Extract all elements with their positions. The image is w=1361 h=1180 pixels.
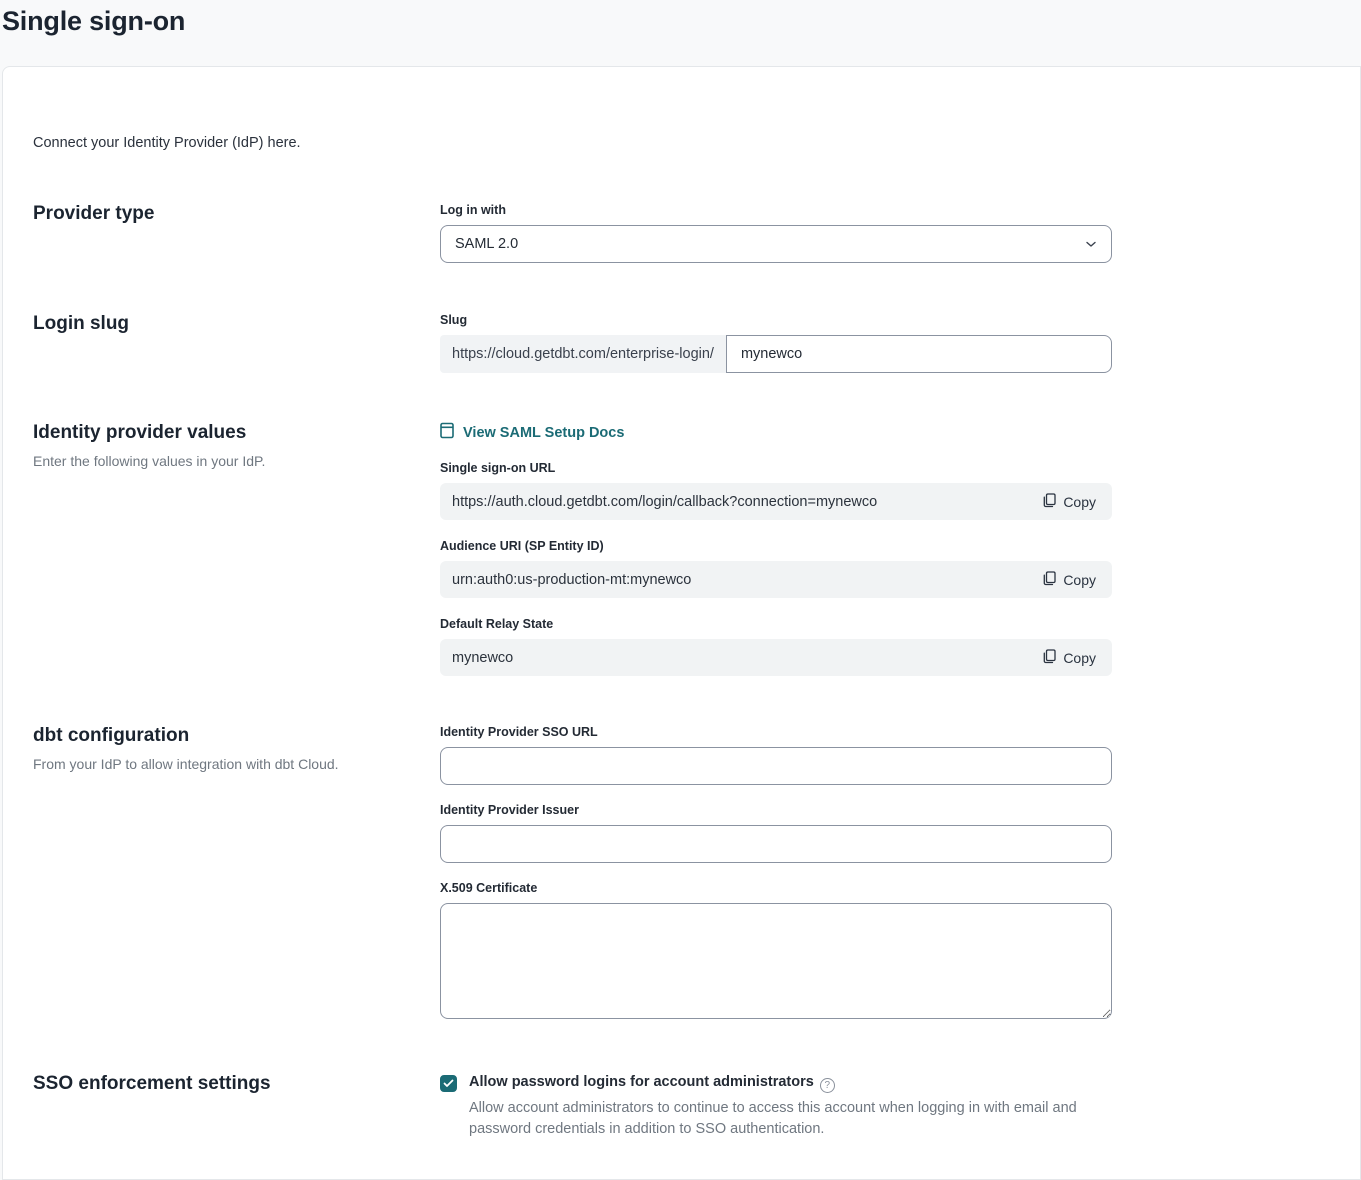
view-saml-setup-docs-link[interactable]: View SAML Setup Docs <box>440 422 624 443</box>
docs-icon <box>440 422 454 443</box>
copy-sso-url-button[interactable]: Copy <box>1039 491 1100 513</box>
relay-state-value: mynewco <box>452 649 514 666</box>
idp-issuer-input[interactable] <box>440 825 1112 863</box>
allow-password-logins-label: Allow password logins for account administrators <box>469 1074 814 1090</box>
allow-password-logins-checkbox[interactable] <box>440 1075 457 1092</box>
section-sso-enforcement <box>33 1073 1360 1139</box>
provider-type-selected-value: SAML 2.0 <box>455 236 519 252</box>
idp-sso-url-label: Identity Provider SSO URL <box>440 725 598 739</box>
page-header <box>0 0 1361 66</box>
copy-icon <box>1043 649 1056 667</box>
copy-audience-uri-button[interactable]: Copy <box>1039 569 1100 591</box>
provider-type-select[interactable] <box>440 225 1112 263</box>
section-idp-values <box>33 422 1360 676</box>
chevron-down-icon <box>1085 240 1097 248</box>
audience-uri-label: Audience URI (SP Entity ID) <box>440 539 604 553</box>
dbt-configuration-subheading: From your IdP to allow integration with dbt Cloud. <box>33 756 339 772</box>
help-icon[interactable]: ? <box>820 1078 835 1093</box>
relay-state-value-row <box>440 639 1112 676</box>
sso-url-value-label: Single sign-on URL <box>440 461 556 475</box>
intro-text: Connect your Identity Provider (IdP) here. <box>33 135 301 151</box>
x509-certificate-textarea[interactable] <box>440 903 1112 1019</box>
idp-values-subheading: Enter the following values in your IdP. <box>33 453 266 469</box>
audience-uri-value-row <box>440 561 1112 598</box>
section-provider-type <box>33 203 1360 263</box>
copy-icon <box>1043 571 1056 589</box>
idp-sso-url-input[interactable] <box>440 747 1112 785</box>
slug-label: Slug <box>440 313 468 327</box>
sso-enforcement-heading: SSO enforcement settings <box>33 1073 271 1094</box>
allow-password-logins-description: Allow account administrators to continue to access this account when logging in with email and password credentials in addition to SSO authentication. <box>469 1100 1077 1137</box>
audience-uri-value: urn:auth0:us-production-mt:mynewco <box>452 571 692 588</box>
slug-url-prefix: https://cloud.getdbt.com/enterprise-login/ <box>440 335 726 373</box>
dbt-configuration-heading: dbt configuration <box>33 725 190 746</box>
page-title: Single sign-on <box>2 6 186 36</box>
login-slug-heading: Login slug <box>33 313 130 334</box>
x509-certificate-label: X.509 Certificate <box>440 881 538 895</box>
relay-state-label: Default Relay State <box>440 617 554 631</box>
section-login-slug <box>33 313 1360 373</box>
login-with-label: Log in with <box>440 203 506 217</box>
checkmark-icon <box>443 1079 454 1088</box>
provider-type-heading: Provider type <box>33 203 155 224</box>
idp-issuer-label: Identity Provider Issuer <box>440 803 579 817</box>
sso-url-value-row <box>440 483 1112 520</box>
copy-relay-state-button[interactable]: Copy <box>1039 647 1100 669</box>
slug-input[interactable] <box>726 335 1112 373</box>
settings-card <box>2 66 1361 1180</box>
idp-values-heading: Identity provider values <box>33 422 247 443</box>
copy-icon <box>1043 493 1056 511</box>
section-dbt-configuration <box>33 725 1360 1024</box>
sso-url-value: https://auth.cloud.getdbt.com/login/callback?connection=mynewco <box>452 493 878 510</box>
